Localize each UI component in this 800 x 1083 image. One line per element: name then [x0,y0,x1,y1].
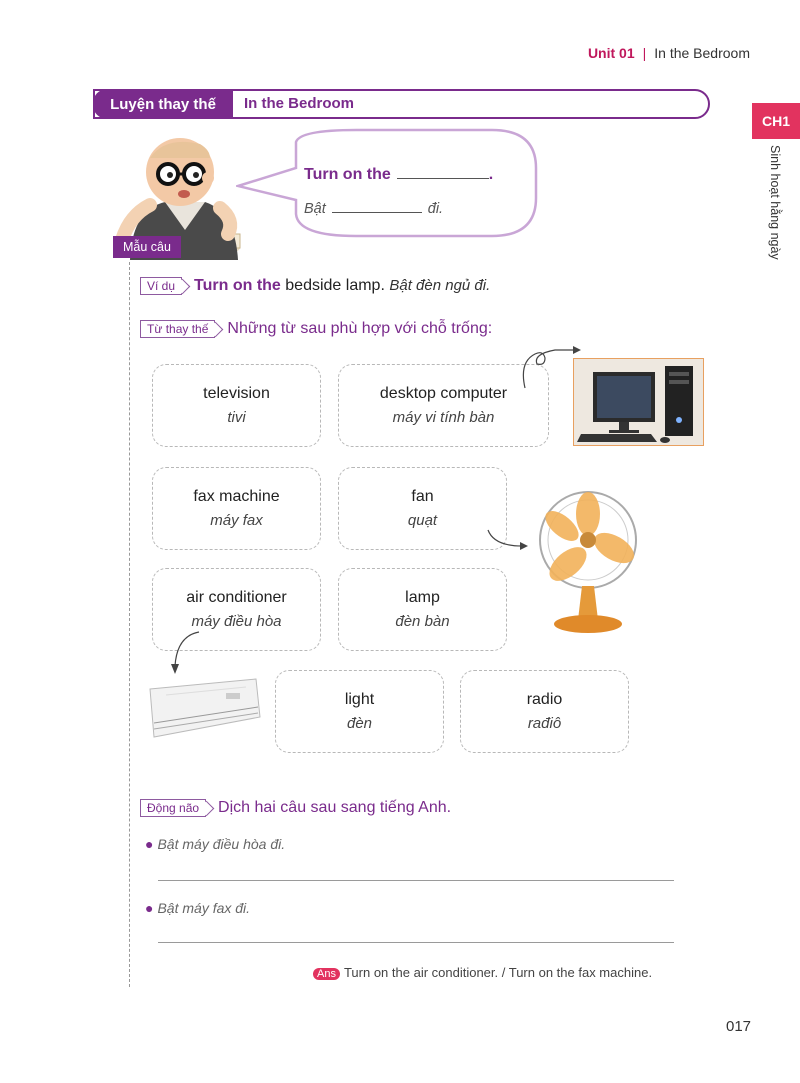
answer-line [158,942,674,943]
chapter-vertical-title: Sinh hoạt hằng ngày [768,145,782,260]
word-vietnamese: rađiô [527,715,562,732]
word-english: light [344,691,375,708]
bubble-vietnamese-prefix: Bật [304,201,326,217]
unit-title: In the Bedroom [654,45,750,61]
brainstorm-tag: Động não [140,799,206,817]
word-vietnamese: tivi [227,409,246,426]
bubble-english-prefix: Turn on the [304,166,391,183]
desktop-computer-photo [573,358,704,446]
word-vietnamese: máy fax [210,512,263,529]
chapter-tab: CH1 [752,103,800,139]
example-english-rest: bedside lamp. [285,277,385,294]
dashed-margin-rule [129,262,130,987]
word-box-light [275,670,444,753]
exercise-item-text: Bật máy điều hòa đi. [157,836,286,852]
bubble-vietnamese-suffix: đi. [427,201,444,217]
word-box-fax-machine [152,467,321,550]
word-english: air conditioner [186,589,287,606]
bubble-vietnamese-blank [332,200,422,213]
electric-fan-photo [532,488,644,638]
word-english: desktop computer [379,385,508,402]
bubble-english-suffix: . [488,166,494,183]
air-conditioner-photo [146,675,263,739]
word-english: fan [411,488,434,505]
unit-header [588,45,750,61]
word-box-television [152,364,321,447]
answer-badge: Ans [313,968,340,980]
arrow-to-air-conditioner-icon [165,630,201,676]
word-english: television [203,385,270,402]
word-box-lamp [338,568,507,651]
example-vietnamese: Bật đèn ngủ đi. [389,277,491,294]
bubble-english-blank [397,164,489,179]
speech-bubble [236,128,540,240]
word-vietnamese: máy điều hòa [191,613,282,630]
exercise-item [145,900,250,916]
word-english: radio [526,691,563,708]
bullet-dot-icon: ● [145,900,154,916]
example-english-bold: Turn on the [194,277,281,294]
word-english: fax machine [193,488,280,505]
brainstorm-row [140,799,451,817]
word-vietnamese: đèn bàn [395,613,450,630]
exercise-item [145,836,285,852]
answer-key [313,965,652,980]
title-bar-title: In the Bedroom [244,95,355,112]
exercise-item-text: Bật máy fax đi. [157,900,251,916]
answer-line [158,880,674,881]
example-row [140,277,490,295]
unit-number: Unit 01 [587,45,635,61]
arrow-to-fan-icon [486,528,530,554]
sentence-pattern-label: Mẫu câu [113,236,181,258]
example-tag: Ví dụ [140,277,182,295]
word-vietnamese: quạt [407,512,438,529]
word-box-fan [338,467,507,550]
header-separator: | [642,45,647,61]
word-vietnamese: đèn [346,715,373,732]
page-number: 017 [726,1018,752,1035]
substitute-row [140,320,492,338]
word-box-radio [460,670,629,753]
brainstorm-instruction: Dịch hai câu sau sang tiếng Anh. [218,799,452,816]
title-bar-label: Luyện thay thế [93,89,233,119]
bullet-dot-icon: ● [145,836,154,852]
answer-text: Turn on the air conditioner. / Turn on the fax machine. [343,965,653,980]
substitute-tag: Từ thay thế [140,320,215,338]
word-english: lamp [405,589,440,606]
word-vietnamese: máy vi tính bàn [392,409,495,426]
bubble-english-pattern [304,164,493,184]
bubble-vietnamese-pattern [304,200,443,217]
substitute-instruction: Những từ sau phù hợp với chỗ trống: [227,320,493,337]
